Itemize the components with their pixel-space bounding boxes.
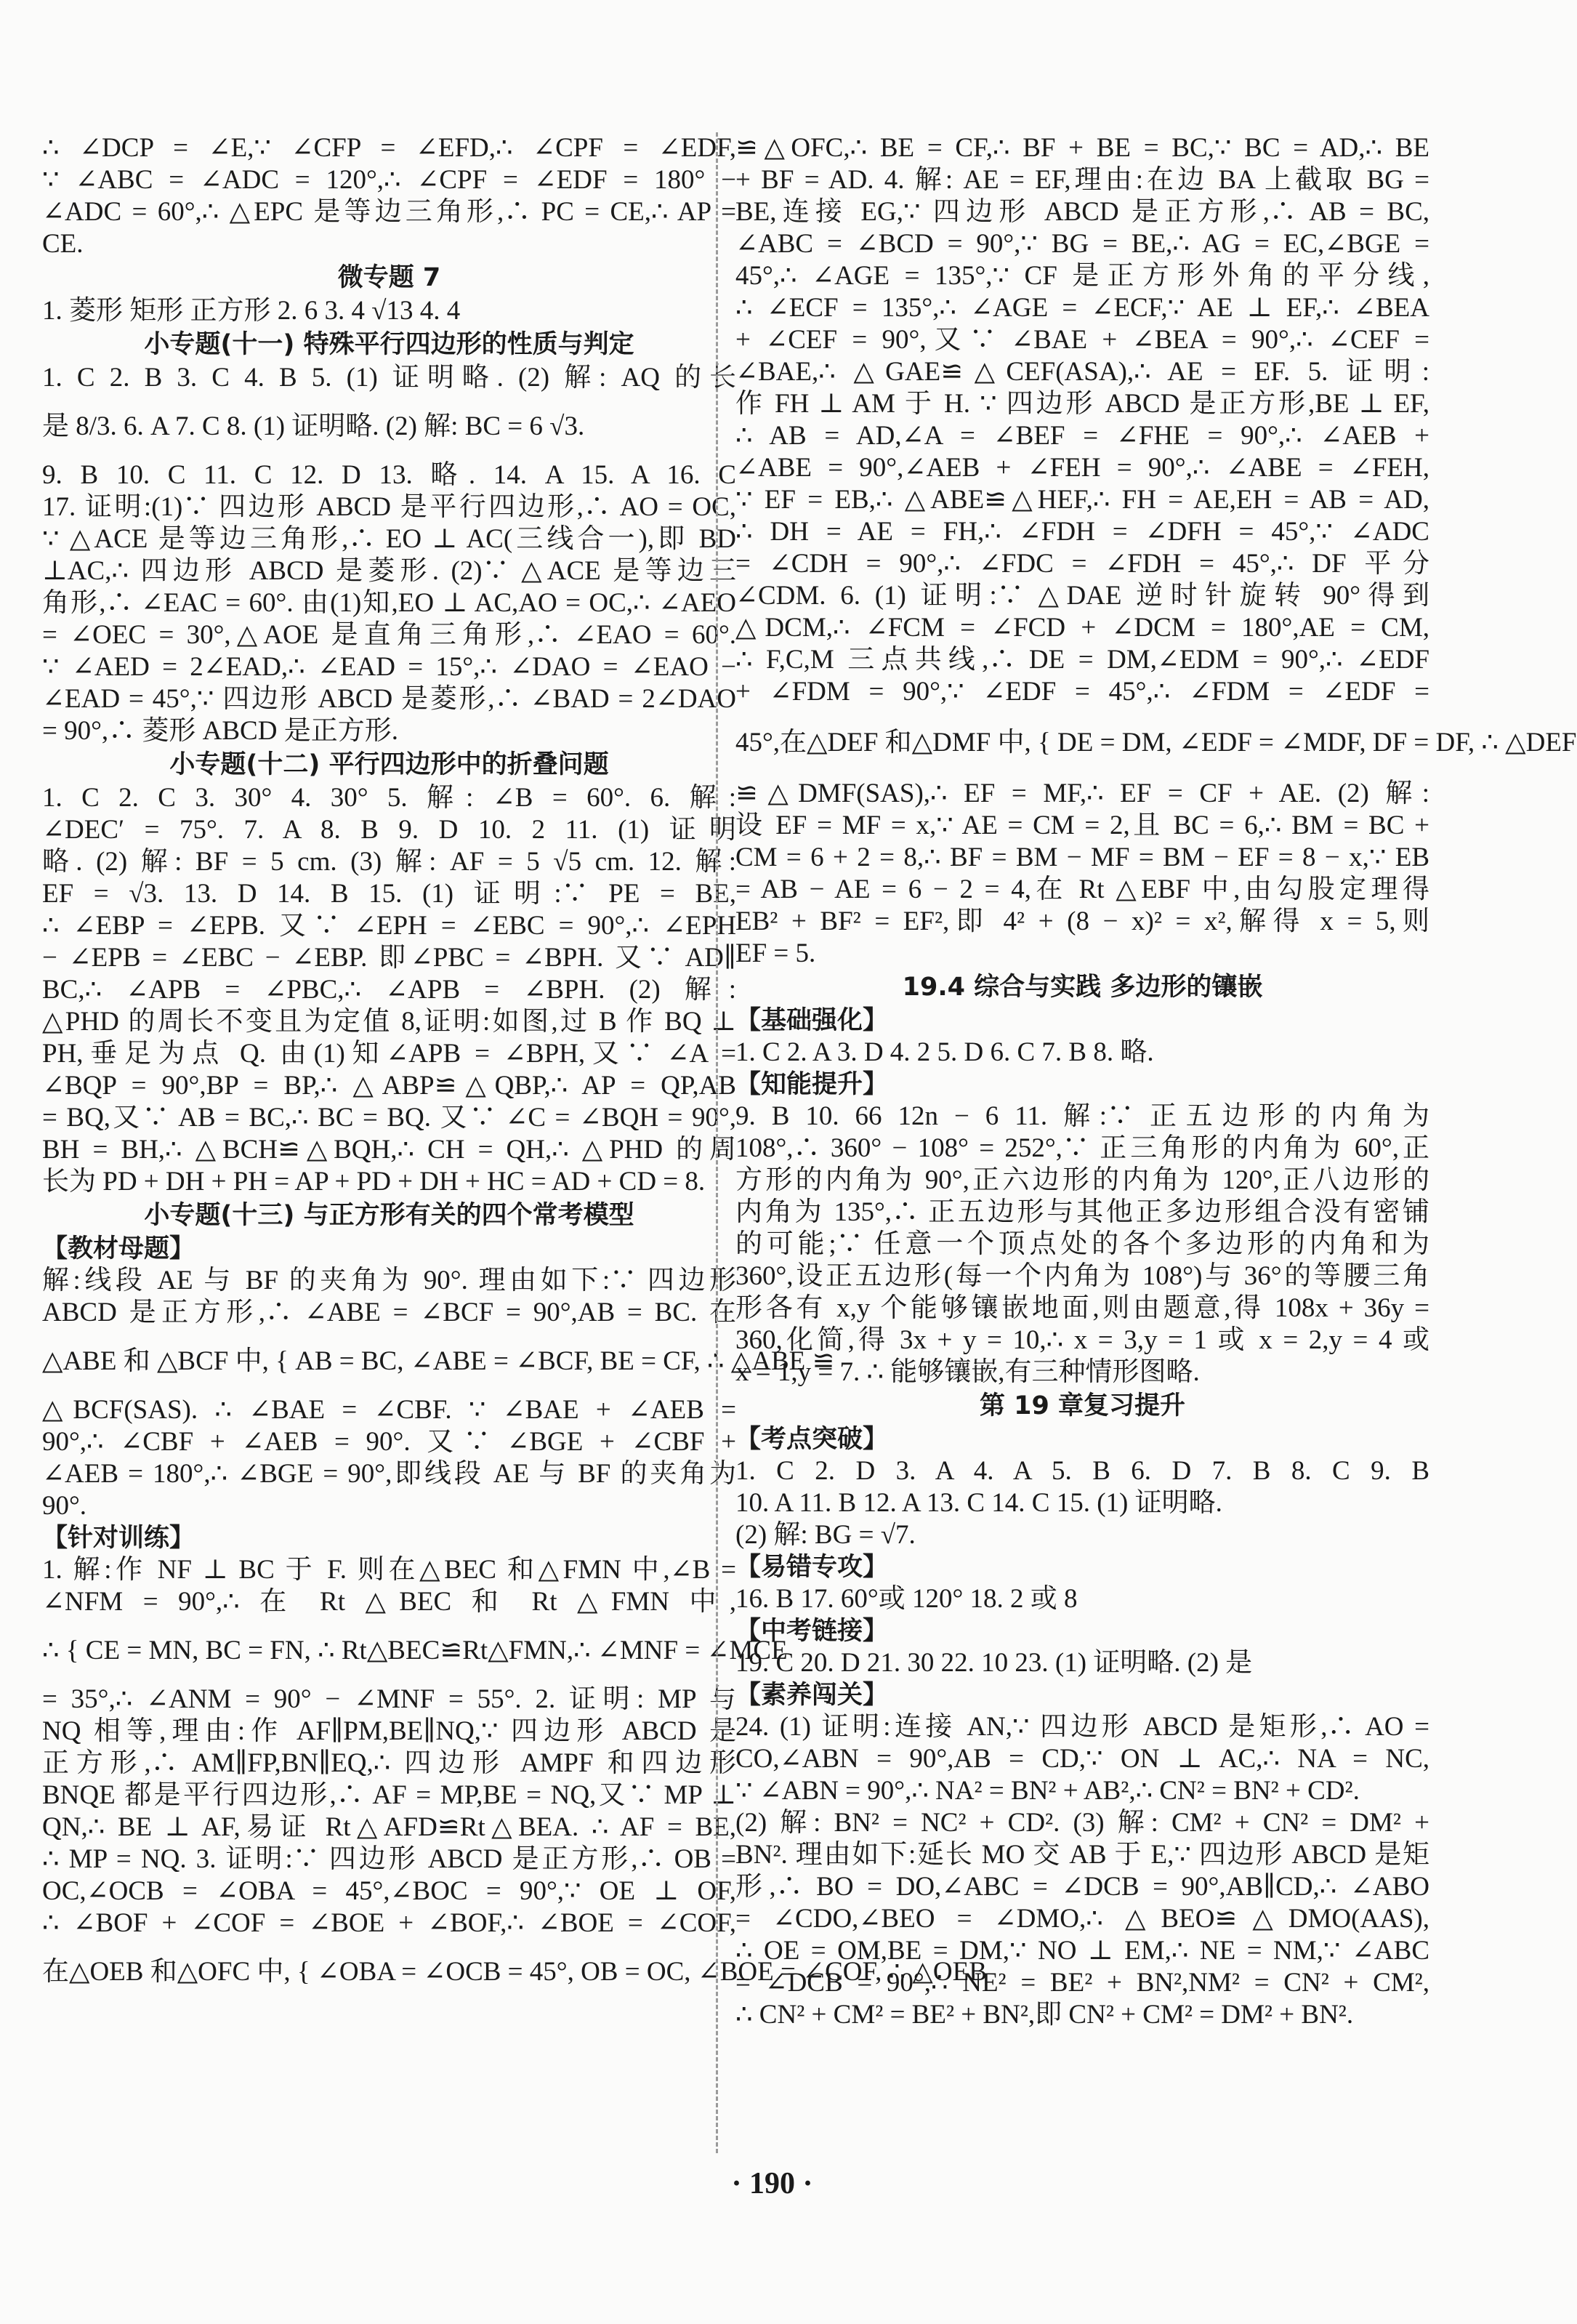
answer-line: = ∠DCB = 90°,∴ NE² = BE² + BN²,NM² = CN² + CM²,: [735, 1968, 1429, 1998]
answer-line: 108°,∴ 360° − 108° = 252°,∵ 正三角形的内角为 60°,正: [735, 1133, 1429, 1163]
answer-line: NQ 相等,理由:作 AF∥PM,BE∥NQ,∵ 四边形 ABCD 是: [42, 1716, 736, 1746]
answer-line: = BQ,又∵ AB = BC,∴ BC = BQ. 又∵ ∠C = ∠BQH = 90°,: [42, 1103, 736, 1133]
right-column: [735, 132, 1577, 2031]
answer-line: 1. C 2. A 3. D 4. 2 5. D 6. C 7. B 8. 略.: [735, 1037, 1154, 1067]
answer-line: = ∠OEC = 30°,△AOE 是直角三角形,∴ ∠EAO = 60°.: [42, 620, 736, 650]
answer-line: ∠CDM. 6. (1) 证明:∵ △DAE 逆时针旋转 90°得到: [735, 581, 1429, 611]
answer-line: (2) 解: BN² = NC² + CD². (3) 解: CM² + CN² = DM² +: [735, 1808, 1429, 1838]
answer-line: 解:线段 AE 与 BF 的夹角为 90°. 理由如下:∵ 四边形: [42, 1266, 736, 1295]
page-number: · 190 ·: [731, 2167, 813, 2200]
section-heading: 小专题(十一) 特殊平行四边形的性质与判定: [144, 330, 634, 359]
answer-line: ∠DEC′ = 75°. 7. A 8. B 9. D 10. 2 11. (1) 证明: [42, 815, 736, 845]
answer-line: 45°,在△DEF 和△DMF 中, { DE = DM, ∠EDF = ∠MDF, DF = DF, ∴ △DEF: [735, 728, 1577, 757]
answer-line: △DCM,∴ ∠FCM = ∠FCD + ∠DCM = 180°,AE = CM,: [735, 613, 1429, 643]
answer-line: △PHD 的周长不变且为定值 8,证明:如图,过 B 作 BQ ⊥: [42, 1007, 736, 1037]
answer-line: = AB − AE = 6 − 2 = 4,在 Rt △EBF 中,由勾股定理得: [735, 874, 1429, 904]
answer-line: = ∠CDH = 90°,∴ ∠FDC = ∠FDH = 45°,∴ DF 平分: [735, 549, 1429, 579]
answer-line: ∵ △ACE 是等边三角形,∴ EO ⊥ AC(三线合一),即 BD: [42, 524, 736, 554]
answer-line: x = 1,y = 7. ∴ 能够镶嵌,有三种情形图略.: [735, 1357, 1200, 1387]
answer-line: ∵ ∠AED = 2∠EAD,∴ ∠EAD = 15°,∴ ∠DAO = ∠EAO −: [42, 652, 736, 682]
section-heading: 小专题(十三) 与正方形有关的四个常考模型: [144, 1201, 634, 1230]
answer-line: ⊥AC,∴ 四边形 ABCD 是菱形. (2)∵ △ACE 是等边三: [42, 556, 736, 586]
answer-line: 内角为 135°,∴ 正五边形与其他正多边形组合没有密铺: [735, 1197, 1429, 1227]
answer-line: ∴ { CE = MN, BC = FN, ∴ Rt△BEC≌Rt△FMN,∴ ∠MNF = ∠MCE: [42, 1636, 788, 1665]
answer-line: BNQE 都是平行四边形,∴ AF = MP,BE = NQ,又∵ MP ⊥: [42, 1780, 736, 1810]
answer-line: ∠BAE,∴ △GAE≌△CEF(ASA),∴ AE = EF. 5. 证明:: [735, 357, 1429, 387]
answer-line: ∴ OE = OM,BE = DM,∵ NO ⊥ EM,∴ NE = NM,∵ ∠ABC: [735, 1936, 1429, 1966]
answer-line: EB² + BF² = EF²,即 4² + (8 − x)² = x²,解得 x = 5,则: [735, 906, 1429, 936]
answer-line: 正方形,∴ AM∥FP,BN∥EQ,∴ 四边形 AMPF 和四边形: [42, 1748, 736, 1778]
answer-line: 的可能;∵ 任意一个顶点处的各个多边形的内角和为: [735, 1229, 1429, 1259]
answer-line: 1. C 2. D 3. A 4. A 5. B 6. D 7. B 8. C 9. B: [735, 1456, 1429, 1486]
answer-line: CM = 6 + 2 = 8,∴ BF = BM − MF = BM − EF = 8 − x,∵ EB: [735, 843, 1429, 872]
answer-line: PH,垂足为点 Q. 由(1)知∠APB = ∠BPH,又∵ ∠A =: [42, 1039, 736, 1069]
answer-line: ABCD 是正方形,∴ ∠ABE = ∠BCF = 90°,AB = BC. 在: [42, 1298, 736, 1327]
answer-line: 方形的内角为 90°,正六边形的内角为 120°,正八边形的: [735, 1165, 1429, 1195]
section-heading: 微专题 7: [337, 263, 441, 292]
answer-line: 360,化简,得 3x + y = 10,∴ x = 3,y = 1 或 x = 2,y = 4 或: [735, 1325, 1429, 1355]
answer-line: + ∠FDM = 90°,∵ ∠EDF = 45°,∴ ∠FDM = ∠EDF =: [735, 677, 1429, 707]
answer-line: 在△OEB 和△OFC 中, { ∠OBA = ∠OCB = 45°, OB = OC, ∠BOE = ∠COF, ∴ △OEB: [42, 1957, 987, 1987]
answer-line: ∵ ∠ABN = 90°,∴ NA² = BN² + AB²,∴ CN² = BN² + CD².: [735, 1776, 1360, 1806]
answer-line: ∴ MP = NQ. 3. 证明:∵ 四边形 ABCD 是正方形,∴ OB =: [42, 1844, 736, 1874]
answer-line: = 35°,∴ ∠ANM = 90° − ∠MNF = 55°. 2. 证明: MP 与: [42, 1684, 736, 1714]
section-tag: 【考点突破】: [735, 1425, 889, 1454]
answer-line: ≌△OFC,∴ BE = CF,∴ BF + BE = BC,∵ BC = AD,∴ BE: [735, 133, 1429, 163]
answer-line: 1. C 2. C 3. 30° 4. 30° 5. 解: ∠B = 60°. 6. 解:: [42, 783, 736, 813]
section-tag: 【教材母题】: [42, 1234, 195, 1263]
answer-line: 形各有 x,y 个能够镶嵌地面,则由题意,得 108x + 36y =: [735, 1293, 1429, 1323]
answer-line: ∠NFM = 90°,∴ 在 Rt △BEC 和 Rt △FMN 中,: [42, 1587, 736, 1617]
answer-line: BE,连接 EG,∵ 四边形 ABCD 是正方形,∴ AB = BC,: [735, 197, 1429, 227]
answer-line: ∴ ∠ECF = 135°,∴ ∠AGE = ∠ECF,∵ AE ⊥ EF,∴ ∠BEA: [735, 293, 1429, 323]
answer-line: OC,∠OCB = ∠OBA = 45°,∠BOC = 90°,∵ OE ⊥ OF,: [42, 1876, 736, 1906]
answer-line: ≌△DMF(SAS),∴ EF = MF,∴ EF = CF + AE. (2) 解:: [735, 779, 1429, 808]
answer-line: 16. B 17. 60°或 120° 18. 2 或 8: [735, 1584, 1078, 1614]
answer-line: ∴ CN² + CM² = BE² + BN²,即 CN² + CM² = DM² + BN².: [735, 2000, 1354, 2030]
answer-line: EF = 5.: [735, 938, 816, 968]
answer-line: = 90°,∴ 菱形 ABCD 是正方形.: [42, 716, 398, 746]
answer-line: 作 FH ⊥ AM 于 H. ∵ 四边形 ABCD 是正方形,BE ⊥ EF,: [735, 389, 1429, 419]
section-tag: 【基础强化】: [735, 1006, 889, 1035]
answer-line: QN,∴ BE ⊥ AF,易证 Rt△AFD≌Rt△BEA. ∴ AF = BE,: [42, 1812, 736, 1842]
answer-line: + BF = AD. 4. 解: AE = EF,理由:在边 BA 上截取 BG =: [735, 165, 1429, 195]
answer-line: △ABE 和 △BCF 中, { AB = BC, ∠ABE = ∠BCF, BE = CF, ∴ △ABE ≌: [42, 1346, 835, 1376]
answer-line: 90°,∴ ∠CBF + ∠AEB = 90°. 又∵ ∠BGE + ∠CBF +: [42, 1427, 736, 1457]
answer-line: ∠AEB = 180°,∴ ∠BGE = 90°,即线段 AE 与 BF 的夹角为: [42, 1459, 736, 1489]
answer-line: 形,∴ BO = DO,∠ABC = ∠DCB = 90°,AB∥CD,∴ ∠ABO: [735, 1872, 1429, 1902]
section-heading: 19.4 综合与实践 多边形的镶嵌: [902, 973, 1263, 1002]
answer-line: ∴ ∠DCP = ∠E,∵ ∠CFP = ∠EFD,∴ ∠CPF = ∠EDF,: [42, 133, 736, 163]
answer-line: ∵ ∠ABC = ∠ADC = 120°,∴ ∠CPF = ∠EDF = 180° −: [42, 165, 736, 195]
answer-line: ∠BQP = 90°,BP = BP,∴ △ABP≌△QBP,∴ AP = QP,AB: [42, 1071, 736, 1101]
section-tag: 【素养闯关】: [735, 1681, 889, 1710]
column-divider: [716, 132, 718, 2153]
answer-line: 角形,∴ ∠EAC = 60°. 由(1)知,EO ⊥ AC,AO = OC,∴ ∠AEO: [42, 588, 736, 618]
answer-line: ∴ F,C,M 三点共线,∴ DE = DM,∠EDM = 90°,∴ ∠EDF: [735, 645, 1429, 675]
answer-line: + ∠CEF = 90°,又∵ ∠BAE + ∠BEA = 90°,∴ ∠CEF =: [735, 325, 1429, 355]
answer-line: = ∠CDO,∠BEO = ∠DMO,∴ △BEO≌△DMO(AAS),: [735, 1904, 1429, 1934]
answer-line: 9. B 10. 66 12n − 6 11. 解:∵ 正五边形的内角为: [735, 1101, 1429, 1131]
answer-line: 1. C 2. B 3. C 4. B 5. (1) 证明略. (2) 解: AQ 的长: [42, 363, 736, 393]
answer-line: 设 EF = MF = x,∵ AE = CM = 2,且 BC = 6,∴ BM = BC +: [735, 811, 1429, 840]
answer-line: 1. 解:作 NF ⊥ BC 于 F. 则在△BEC 和△FMN 中,∠B =: [42, 1555, 736, 1585]
answer-line: ∴ ∠BOF + ∠COF = ∠BOE + ∠BOF,∴ ∠BOE = ∠COF,: [42, 1908, 736, 1938]
answer-line: 9. B 10. C 11. C 12. D 13. 略. 14. A 15. A 16. C: [42, 460, 736, 490]
answer-line: 10. A 11. B 12. A 13. C 14. C 15. (1) 证明略.: [735, 1488, 1222, 1518]
section-tag: 【易错专攻】: [735, 1553, 889, 1582]
answer-line: 24. (1) 证明:连接 AN,∵ 四边形 ABCD 是矩形,∴ AO =: [735, 1712, 1429, 1742]
answer-line: BC,∴ ∠APB = ∠PBC,∴ ∠APB = ∠BPH. (2) 解:: [42, 975, 736, 1005]
answer-line: 17. 证明:(1)∵ 四边形 ABCD 是平行四边形,∴ AO = OC,: [42, 492, 736, 522]
answer-line: 45°,∴ ∠AGE = 135°,∵ CF 是正方形外角的平分线,: [735, 261, 1429, 291]
answer-line: CE.: [42, 229, 84, 259]
section-tag: 【知能提升】: [735, 1070, 889, 1099]
answer-line: ∵ EF = EB,∴ △ABE≌△HEF,∴ FH = AE,EH = AB = AD,: [735, 485, 1429, 515]
answer-line: ∠ABE = 90°,∠AEB + ∠FEH = 90°,∴ ∠ABE = ∠FEH,: [735, 453, 1429, 483]
answer-line: △BCF(SAS). ∴ ∠BAE = ∠CBF. ∵ ∠BAE + ∠AEB =: [42, 1395, 736, 1425]
answer-line: 90°.: [42, 1491, 87, 1521]
answer-line: BN². 理由如下:延长 MO 交 AB 于 E,∵ 四边形 ABCD 是矩: [735, 1840, 1429, 1870]
answer-line: ∠ADC = 60°,∴ △EPC 是等边三角形,∴ PC = CE,∴ AP =: [42, 197, 736, 227]
answer-line: ∴ ∠EBP = ∠EPB. 又∵ ∠EPH = ∠EBC = 90°,∴ ∠EPH: [42, 911, 736, 941]
section-heading: 小专题(十二) 平行四边形中的折叠问题: [169, 750, 609, 779]
answer-line: 略. (2) 解: BF = 5 cm. (3) 解: AF = 5 √5 cm. 12. 解:: [42, 847, 736, 877]
answer-line: CO,∠ABN = 90°,AB = CD,∵ ON ⊥ AC,∴ NA = NC,: [735, 1744, 1429, 1774]
answer-line: ∴ DH = AE = FH,∴ ∠FDH = ∠DFH = 45°,∵ ∠ADC: [735, 517, 1429, 547]
answer-line: 长为 PD + DH + PH = AP + PD + DH + HC = AD + CD = 8.: [42, 1167, 706, 1197]
answer-line: − ∠EPB = ∠EBC − ∠EBP. 即∠PBC = ∠BPH. 又∵ AD∥: [42, 943, 736, 973]
section-tag: 【针对训练】: [42, 1524, 195, 1553]
section-tag: 【中考链接】: [735, 1617, 889, 1646]
answer-line: ∠ABC = ∠BCD = 90°,∵ BG = BE,∴ AG = EC,∠BGE =: [735, 229, 1429, 259]
answer-line: 1. 菱形 矩形 正方形 2. 6 3. 4 √13 4. 4: [42, 296, 461, 326]
answer-line: EF = √3. 13. D 14. B 15. (1) 证明:∵ PE = BE,: [42, 879, 736, 909]
answer-line: (2) 解: BG = √7.: [735, 1520, 916, 1550]
answer-line: BH = BH,∴ △BCH≌△BQH,∴ CH = QH,∴ △PHD 的周: [42, 1135, 736, 1165]
answer-line: 19. C 20. D 21. 30 22. 10 23. (1) 证明略. (2) 是: [735, 1648, 1253, 1678]
answer-line: 是 8/3. 6. A 7. C 8. (1) 证明略. (2) 解: BC = 6 √3.: [42, 411, 585, 441]
section-heading: 第 19 章复习提升: [979, 1391, 1186, 1420]
answer-line: ∠EAD = 45°,∵ 四边形 ABCD 是菱形,∴ ∠BAD = 2∠DAO: [42, 684, 736, 714]
answer-line: ∴ AB = AD,∠A = ∠BEF = ∠FHE = 90°,∴ ∠AEB +: [735, 421, 1429, 451]
answer-line: 360°,设正五边形(每一个内角为 108°)与 36°的等腰三角: [735, 1261, 1429, 1291]
